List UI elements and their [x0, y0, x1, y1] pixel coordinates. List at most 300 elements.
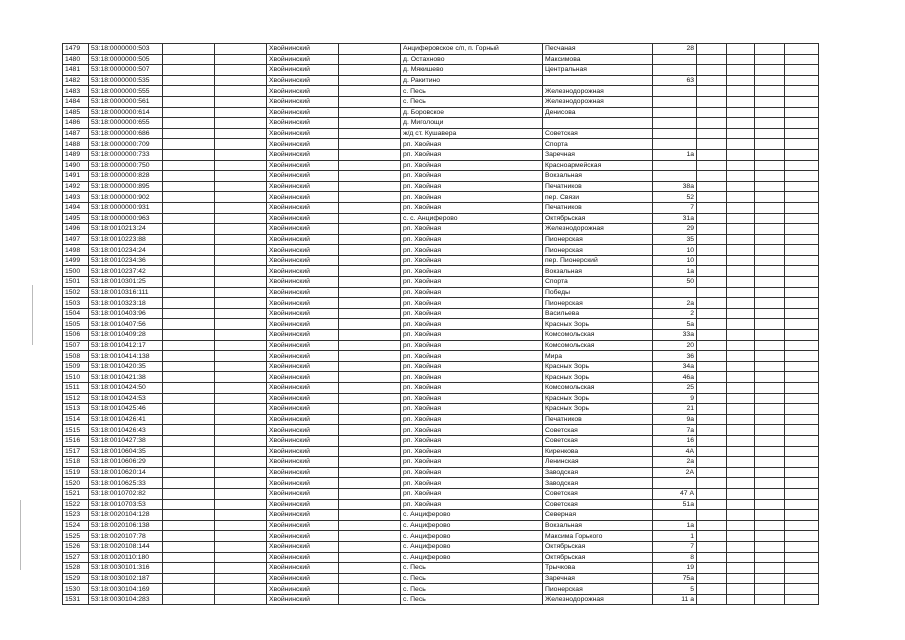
empty-cell [727, 287, 755, 298]
locality: с. Анциферово [401, 510, 543, 521]
empty-cell [727, 44, 755, 55]
empty-cell [339, 86, 401, 97]
empty-cell [727, 298, 755, 309]
empty-cell [215, 584, 267, 595]
cadastral-number: 53:18:0020108:144 [89, 541, 163, 552]
street: Печатников [543, 414, 653, 425]
table-row [63, 96, 819, 107]
empty-cell [785, 44, 819, 55]
empty-cell [339, 361, 401, 372]
empty-cell [339, 234, 401, 245]
street: Максимова [543, 54, 653, 65]
locality: с. с. Анциферово [401, 213, 543, 224]
empty-cell [697, 308, 727, 319]
empty-cell [339, 340, 401, 351]
district: Хвойнинский [267, 488, 339, 499]
empty-cell [727, 118, 755, 129]
empty-cell [755, 425, 785, 436]
house-number: 33а [653, 330, 697, 341]
cadastral-number: 53:18:0010316:111 [89, 287, 163, 298]
table-row [63, 404, 819, 415]
empty-cell [163, 340, 215, 351]
row-number: 1492 [63, 181, 89, 192]
empty-cell [339, 160, 401, 171]
empty-cell [785, 488, 819, 499]
empty-cell [755, 584, 785, 595]
empty-cell [727, 202, 755, 213]
street: Комсомольская [543, 340, 653, 351]
row-number: 1524 [63, 520, 89, 531]
cadastral-number: 53:18:0010427:38 [89, 435, 163, 446]
district: Хвойнинский [267, 425, 339, 436]
empty-cell [727, 255, 755, 266]
empty-cell [727, 573, 755, 584]
empty-cell [785, 86, 819, 97]
empty-cell [755, 510, 785, 521]
cadastral-number: 53:18:0010234:24 [89, 245, 163, 256]
empty-cell [785, 510, 819, 521]
empty-cell [163, 202, 215, 213]
empty-cell [215, 573, 267, 584]
row-number: 1501 [63, 277, 89, 288]
empty-cell [785, 224, 819, 235]
table-row [63, 499, 819, 510]
house-number: 11 а [653, 594, 697, 605]
table-row [63, 65, 819, 76]
house-number [653, 118, 697, 129]
district: Хвойнинский [267, 54, 339, 65]
house-number: 29 [653, 224, 697, 235]
empty-cell [163, 255, 215, 266]
empty-cell [163, 541, 215, 552]
house-number: 16 [653, 435, 697, 446]
empty-cell [785, 563, 819, 574]
empty-cell [163, 181, 215, 192]
house-number: 1 [653, 531, 697, 542]
street: Красных Зорь [543, 319, 653, 330]
empty-cell [785, 414, 819, 425]
empty-cell [163, 383, 215, 394]
locality: с. Песь [401, 96, 543, 107]
table-row [63, 361, 819, 372]
district: Хвойнинский [267, 563, 339, 574]
empty-cell [215, 404, 267, 415]
table-row [63, 330, 819, 341]
street: Советская [543, 488, 653, 499]
empty-cell [215, 149, 267, 160]
empty-cell [215, 488, 267, 499]
district: Хвойнинский [267, 139, 339, 150]
empty-cell [697, 287, 727, 298]
empty-cell [697, 435, 727, 446]
house-number: 20 [653, 340, 697, 351]
empty-cell [785, 266, 819, 277]
district: Хвойнинский [267, 520, 339, 531]
empty-cell [785, 192, 819, 203]
row-number: 1522 [63, 499, 89, 510]
house-number: 1а [653, 266, 697, 277]
district: Хвойнинский [267, 404, 339, 415]
district: Хвойнинский [267, 277, 339, 288]
empty-cell [215, 372, 267, 383]
empty-cell [215, 319, 267, 330]
empty-cell [785, 531, 819, 542]
district: Хвойнинский [267, 192, 339, 203]
empty-cell [339, 149, 401, 160]
empty-cell [697, 266, 727, 277]
empty-cell [339, 425, 401, 436]
street: Октябрьская [543, 541, 653, 552]
empty-cell [697, 118, 727, 129]
empty-cell [339, 457, 401, 468]
locality: рп. Хвойная [401, 192, 543, 203]
table-row [63, 171, 819, 182]
empty-cell [697, 96, 727, 107]
empty-cell [215, 308, 267, 319]
locality: с. Песь [401, 86, 543, 97]
house-number: 7а [653, 425, 697, 436]
district: Хвойнинский [267, 266, 339, 277]
cadastral-number: 53:18:0010703:53 [89, 499, 163, 510]
row-number: 1494 [63, 202, 89, 213]
district: Хвойнинский [267, 245, 339, 256]
district: Хвойнинский [267, 414, 339, 425]
empty-cell [755, 224, 785, 235]
empty-cell [163, 372, 215, 383]
cadastral-number: 53:18:0000000:902 [89, 192, 163, 203]
empty-cell [163, 65, 215, 76]
empty-cell [755, 414, 785, 425]
cadastral-number: 53:18:0010412:17 [89, 340, 163, 351]
street: Красноармейская [543, 160, 653, 171]
empty-cell [339, 54, 401, 65]
empty-cell [785, 255, 819, 266]
empty-cell [215, 75, 267, 86]
empty-cell [755, 96, 785, 107]
locality: рп. Хвойная [401, 499, 543, 510]
empty-cell [785, 584, 819, 595]
empty-cell [755, 361, 785, 372]
cadastral-number: 53:18:0000000:614 [89, 107, 163, 118]
empty-cell [755, 160, 785, 171]
empty-cell [163, 510, 215, 521]
table-row [63, 118, 819, 129]
cadastral-number: 53:18:0010424:53 [89, 393, 163, 404]
scan-artifact [32, 285, 33, 345]
table-row [63, 393, 819, 404]
house-number: 1а [653, 149, 697, 160]
empty-cell [755, 552, 785, 563]
empty-cell [163, 224, 215, 235]
empty-cell [755, 287, 785, 298]
street: Красных Зорь [543, 361, 653, 372]
district: Хвойнинский [267, 478, 339, 489]
empty-cell [163, 584, 215, 595]
house-number: 2а [653, 457, 697, 468]
street: Пионерская [543, 245, 653, 256]
street: пер. Связи [543, 192, 653, 203]
table-row [63, 351, 819, 362]
empty-cell [697, 171, 727, 182]
street: Ленинская [543, 457, 653, 468]
cadastral-number: 53:18:0000000:503 [89, 44, 163, 55]
empty-cell [215, 44, 267, 55]
empty-cell [755, 330, 785, 341]
house-number: 5а [653, 319, 697, 330]
empty-cell [339, 192, 401, 203]
empty-cell [785, 65, 819, 76]
district: Хвойнинский [267, 340, 339, 351]
table-row [63, 467, 819, 478]
table-row [63, 520, 819, 531]
district: Хвойнинский [267, 298, 339, 309]
empty-cell [163, 446, 215, 457]
street: Красных Зорь [543, 372, 653, 383]
empty-cell [215, 552, 267, 563]
empty-cell [697, 393, 727, 404]
empty-cell [339, 277, 401, 288]
district: Хвойнинский [267, 65, 339, 76]
empty-cell [163, 245, 215, 256]
district: Хвойнинский [267, 107, 339, 118]
street: Печатников [543, 181, 653, 192]
empty-cell [163, 75, 215, 86]
row-number: 1505 [63, 319, 89, 330]
empty-cell [755, 202, 785, 213]
empty-cell [755, 531, 785, 542]
empty-cell [755, 393, 785, 404]
empty-cell [727, 552, 755, 563]
empty-cell [697, 340, 727, 351]
street: Красных Зорь [543, 393, 653, 404]
empty-cell [163, 213, 215, 224]
district: Хвойнинский [267, 96, 339, 107]
empty-cell [339, 118, 401, 129]
empty-cell [163, 287, 215, 298]
street: Песчаная [543, 44, 653, 55]
empty-cell [339, 298, 401, 309]
table-row [63, 234, 819, 245]
cadastral-number: 53:18:0000000:505 [89, 54, 163, 65]
district: Хвойнинский [267, 435, 339, 446]
empty-cell [163, 298, 215, 309]
empty-cell [215, 340, 267, 351]
street: Денисова [543, 107, 653, 118]
empty-cell [755, 541, 785, 552]
empty-cell [163, 573, 215, 584]
empty-cell [697, 467, 727, 478]
row-number: 1482 [63, 75, 89, 86]
empty-cell [163, 414, 215, 425]
cadastral-number: 53:18:0000000:655 [89, 118, 163, 129]
house-number: 35 [653, 234, 697, 245]
street [543, 118, 653, 129]
empty-cell [215, 287, 267, 298]
row-number: 1527 [63, 552, 89, 563]
empty-cell [163, 171, 215, 182]
empty-cell [697, 425, 727, 436]
cadastral-number: 53:18:0010425:46 [89, 404, 163, 415]
table-row [63, 277, 819, 288]
empty-cell [215, 96, 267, 107]
empty-cell [727, 531, 755, 542]
empty-cell [727, 361, 755, 372]
empty-cell [785, 202, 819, 213]
table-row [63, 107, 819, 118]
house-number: 38а [653, 181, 697, 192]
empty-cell [163, 499, 215, 510]
empty-cell [785, 573, 819, 584]
empty-cell [755, 563, 785, 574]
empty-cell [697, 361, 727, 372]
locality: рп. Хвойная [401, 383, 543, 394]
cadastral-number: 53:18:0030102:187 [89, 573, 163, 584]
empty-cell [727, 234, 755, 245]
empty-cell [727, 404, 755, 415]
empty-cell [697, 298, 727, 309]
empty-cell [339, 107, 401, 118]
empty-cell [215, 213, 267, 224]
locality: рп. Хвойная [401, 298, 543, 309]
empty-cell [785, 435, 819, 446]
district: Хвойнинский [267, 160, 339, 171]
street: Железнодорожная [543, 96, 653, 107]
street: Советская [543, 425, 653, 436]
empty-cell [339, 266, 401, 277]
empty-cell [339, 573, 401, 584]
empty-cell [163, 118, 215, 129]
row-number: 1498 [63, 245, 89, 256]
row-number: 1491 [63, 171, 89, 182]
empty-cell [215, 414, 267, 425]
district: Хвойнинский [267, 531, 339, 542]
empty-cell [339, 245, 401, 256]
empty-cell [339, 202, 401, 213]
empty-cell [785, 128, 819, 139]
district: Хвойнинский [267, 213, 339, 224]
empty-cell [785, 340, 819, 351]
empty-cell [697, 330, 727, 341]
empty-cell [697, 75, 727, 86]
empty-cell [727, 351, 755, 362]
empty-cell [755, 488, 785, 499]
house-number: 4А [653, 446, 697, 457]
locality: рп. Хвойная [401, 488, 543, 499]
empty-cell [697, 563, 727, 574]
cadastral-number: 53:18:0020104:128 [89, 510, 163, 521]
empty-cell [163, 393, 215, 404]
empty-cell [755, 277, 785, 288]
row-number: 1497 [63, 234, 89, 245]
empty-cell [755, 372, 785, 383]
cadastral-number: 53:18:0010421:38 [89, 372, 163, 383]
empty-cell [785, 319, 819, 330]
empty-cell [215, 467, 267, 478]
empty-cell [215, 65, 267, 76]
empty-cell [727, 319, 755, 330]
empty-cell [697, 181, 727, 192]
cadastral-number: 53:18:0000000:931 [89, 202, 163, 213]
empty-cell [727, 160, 755, 171]
house-number: 10 [653, 255, 697, 266]
row-number: 1480 [63, 54, 89, 65]
row-number: 1526 [63, 541, 89, 552]
empty-cell [755, 54, 785, 65]
district: Хвойнинский [267, 393, 339, 404]
empty-cell [697, 488, 727, 499]
street: Северная [543, 510, 653, 521]
house-number [653, 287, 697, 298]
empty-cell [697, 531, 727, 542]
empty-cell [785, 287, 819, 298]
house-number: 47 А [653, 488, 697, 499]
register-table-body [63, 44, 819, 605]
empty-cell [785, 541, 819, 552]
district: Хвойнинский [267, 181, 339, 192]
table-row [63, 372, 819, 383]
locality: рп. Хвойная [401, 330, 543, 341]
empty-cell [339, 499, 401, 510]
empty-cell [727, 425, 755, 436]
locality: рп. Хвойная [401, 467, 543, 478]
row-number: 1483 [63, 86, 89, 97]
row-number: 1521 [63, 488, 89, 499]
row-number: 1502 [63, 287, 89, 298]
empty-cell [215, 277, 267, 288]
house-number: 5 [653, 584, 697, 595]
district: Хвойнинский [267, 351, 339, 362]
empty-cell [755, 351, 785, 362]
empty-cell [755, 594, 785, 605]
table-row [63, 287, 819, 298]
empty-cell [163, 54, 215, 65]
empty-cell [727, 499, 755, 510]
empty-cell [163, 139, 215, 150]
empty-cell [727, 107, 755, 118]
street: Пионерская [543, 234, 653, 245]
empty-cell [697, 584, 727, 595]
district: Хвойнинский [267, 86, 339, 97]
district: Хвойнинский [267, 383, 339, 394]
empty-cell [755, 308, 785, 319]
house-number: 2 [653, 308, 697, 319]
house-number: 46а [653, 372, 697, 383]
empty-cell [785, 499, 819, 510]
row-number: 1489 [63, 149, 89, 160]
table-row [63, 245, 819, 256]
cadastral-number: 53:18:0010409:28 [89, 330, 163, 341]
empty-cell [163, 404, 215, 415]
empty-cell [163, 160, 215, 171]
empty-cell [215, 425, 267, 436]
district: Хвойнинский [267, 573, 339, 584]
empty-cell [215, 594, 267, 605]
row-number: 1499 [63, 255, 89, 266]
empty-cell [727, 86, 755, 97]
locality: рп. Хвойная [401, 202, 543, 213]
empty-cell [215, 202, 267, 213]
row-number: 1512 [63, 393, 89, 404]
empty-cell [727, 330, 755, 341]
empty-cell [697, 224, 727, 235]
table-row [63, 425, 819, 436]
empty-cell [215, 351, 267, 362]
district: Хвойнинский [267, 361, 339, 372]
empty-cell [727, 266, 755, 277]
district: Хвойнинский [267, 202, 339, 213]
table-row [63, 149, 819, 160]
empty-cell [785, 446, 819, 457]
